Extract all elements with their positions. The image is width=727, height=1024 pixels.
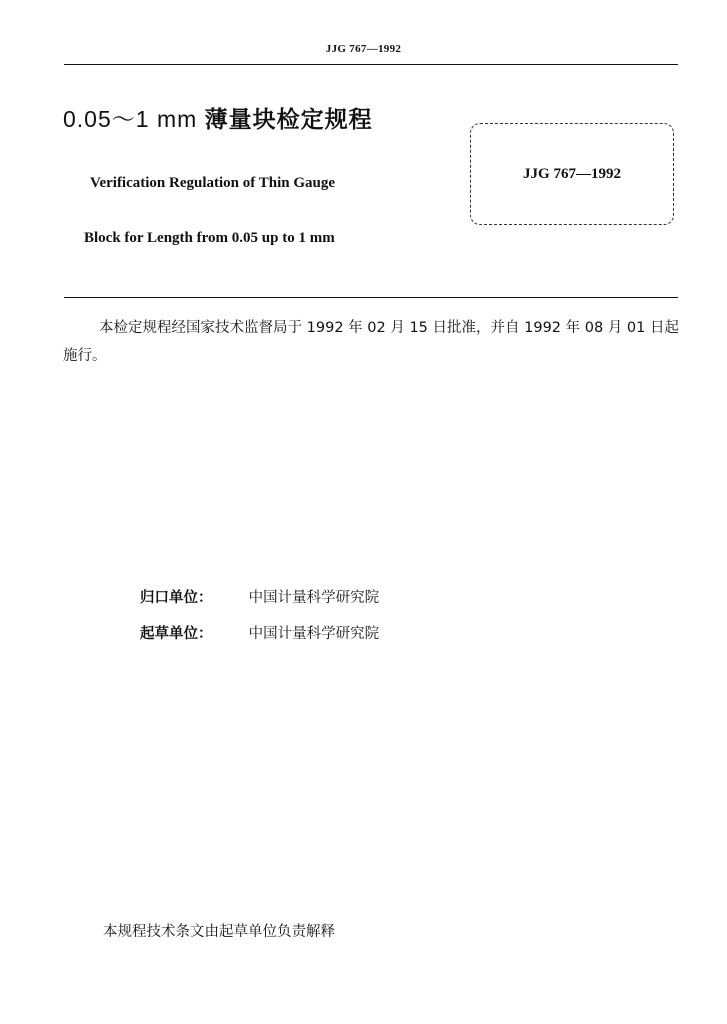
top-divider [64,64,678,65]
unit-value: 中国计量科学研究院 [248,626,380,642]
unit-row-responsible [140,586,379,607]
title-english-line-1: Verification Regulation of Thin Gauge [90,175,336,191]
unit-label: 起草单位： [140,626,213,642]
unit-value: 中国计量科学研究院 [248,590,380,606]
standard-code-box-label: JJG 767—1992 [523,166,621,182]
unit-label: 归口单位： [140,590,213,606]
title-english-line-2: Block for Length from 0.05 up to 1 mm [84,230,335,246]
interpretation-note: 本规程技术条文由起草单位负责解释 [103,924,335,940]
header-standard-code: JJG 767—1992 [325,43,402,55]
approval-statement: 本检定规程经国家技术监督局于 1992 年 02 月 15 日批准，并自 1992 年 08 月 01 日起施行。 [63,320,679,364]
title-chinese [63,104,373,135]
title-range: 0.05～1 mm [63,106,198,132]
unit-row-drafting [140,622,379,643]
middle-divider [64,297,678,298]
title-name: 薄量块检定规程 [204,107,373,133]
